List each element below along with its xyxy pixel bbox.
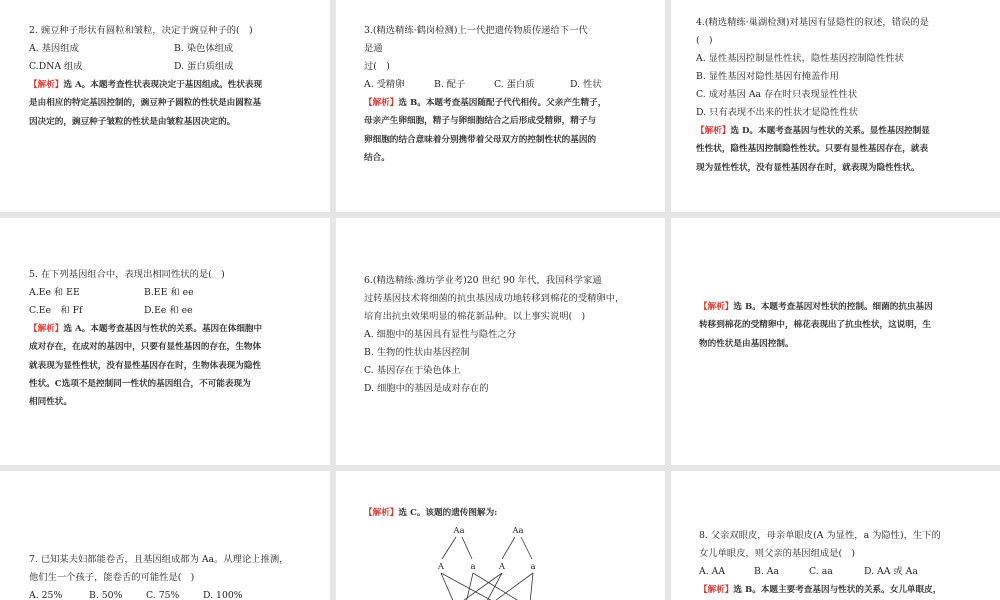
question-text: 2. 豌豆种子形状有圆粒和皱粒，决定于豌豆种子的( ) bbox=[29, 25, 253, 36]
question-text: 6.(精选精练·潍坊学业考)20 世纪 90 年代，我国科学家通 bbox=[364, 275, 602, 286]
option-c: C.Ee 和 Ff bbox=[29, 305, 83, 316]
question-text: 4.(精选精练·巢湖检测)对基因有显隐性的叙述，错误的是 bbox=[696, 17, 929, 28]
question-card-3: 3.(精选精练·鹤岗检测)上一代把遗传物质传递给下一代 是通 过( ) A. 受精卵 B. 配子 C. 蛋白质 D. 性状 【解析】选 B。本题考查基因随配子代代相传。父亲产生精子， 母亲产生卵细胞，精子与卵细胞结合之后形成受精卵，精子与 卵细胞的结合意味着分别携带着父母双方的控制性状的基因的 结合。 bbox=[336, 0, 665, 212]
question-card-6: 6.(精选精练·潍坊学业考)20 世纪 90 年代，我国科学家通 过转基因技术将细菌的抗虫基因成功地转移到棉花的受精卵中， 培育出抗虫效果明显的棉花新品种。以上事实说明( ) A. 细胞中的基因具有显性与隐性之分 B. 生物的性状由基因控制 C. 基因存在于染色体上 D. 细胞中的基因是成对存在的 bbox=[336, 218, 665, 465]
option-d: D.Ee 和 ee bbox=[144, 305, 193, 316]
analysis-tag: 【解析】 bbox=[364, 508, 399, 518]
analysis-tag: 【解析】 bbox=[29, 324, 64, 334]
option-c: C. aa bbox=[809, 566, 833, 577]
option-b: B.EE 和 ee bbox=[144, 287, 194, 298]
option-c: C. 成对基因 Aa 存在时只表现显性性状 bbox=[696, 89, 858, 100]
option-d: D. AA 或 Aa bbox=[864, 566, 918, 577]
parent-genotype: Aa bbox=[512, 526, 524, 536]
analysis: 【解析】选 A。本题考查基因与性状的关系。基因在体细胞中 成对存在，在成对的基因中，只要有显性基因的存在，生物体 就表现为显性性状，没有显性基因存在时，生物体表现为隐性 性状。C选项不是控制同一性状的基因组合，不可能表现为 相同性状。 bbox=[29, 324, 263, 408]
option-b: B. 染色体组成 bbox=[174, 43, 234, 54]
gamete: A bbox=[437, 562, 445, 572]
option-a: A. 显性基因控制显性性状，隐性基因控制隐性性状 bbox=[696, 53, 904, 64]
option-b: B. 显性基因对隐性基因有掩盖作用 bbox=[696, 71, 839, 82]
gamete: a bbox=[470, 562, 476, 572]
answer-card-7 bbox=[336, 471, 665, 600]
option-a: A. 基因组成 bbox=[29, 43, 79, 54]
parent-genotype: Aa bbox=[453, 526, 465, 536]
option-d: D. 100% bbox=[203, 590, 243, 600]
analysis-tag: 【解析】 bbox=[699, 302, 734, 312]
option-a: A. 受精卵 bbox=[364, 79, 405, 90]
option-a: A. 25% bbox=[29, 590, 63, 600]
option-d: D. 细胞中的基因是成对存在的 bbox=[364, 383, 489, 394]
analysis-tag: 【解析】 bbox=[696, 126, 731, 136]
genetic-cross-diagram bbox=[426, 523, 626, 600]
analysis: 【解析】选 D。本题考查基因与性状的关系。显性基因控制显 性性状，隐性基因控制隐性性状。只要有显性基因存在，就表 现为显性性状，没有显性基因存在时，就表现为隐性性状。 bbox=[696, 126, 930, 173]
question-text: 7. 已知某夫妇都能卷舌，且基因组成都为 Aa。从理论上推测， bbox=[29, 554, 289, 565]
option-b: B. 50% bbox=[89, 590, 123, 600]
options-row bbox=[29, 587, 330, 600]
question-card-2 bbox=[0, 0, 330, 212]
options-row bbox=[29, 58, 330, 76]
analysis-tag: 【解析】 bbox=[364, 98, 399, 108]
analysis: 【解析】选 B。本题考查基因随配子代代相传。父亲产生精子， 母亲产生卵细胞，精子与卵细胞结合之后形成受精卵，精子与 卵细胞的结合意味着分别携带着父母双方的控制性状的基因的 结合。 bbox=[364, 98, 607, 163]
option-c: C.DNA 组成 bbox=[29, 61, 83, 72]
option-c: C. 75% bbox=[146, 590, 180, 600]
analysis: 【解析】选 C。该题的遗传图解为: bbox=[364, 508, 498, 518]
option-a: A. AA bbox=[699, 566, 726, 577]
gamete: a bbox=[530, 562, 536, 572]
option-b: B. 配子 bbox=[434, 79, 466, 90]
option-c: C. 基因存在于染色体上 bbox=[364, 365, 461, 376]
options-row bbox=[699, 563, 1000, 581]
answer-card-6 bbox=[671, 218, 1000, 465]
analysis-tag: 【解析】 bbox=[29, 80, 64, 90]
option-c: C. 蛋白质 bbox=[494, 79, 535, 90]
question-card-4: 4.(精选精练·巢湖检测)对基因有显隐性的叙述，错误的是 ( ) A. 显性基因控制显性性状，隐性基因控制隐性性状 B. 显性基因对隐性基因有掩盖作用 C. 成对基因 Aa 存在时只表现显性性状 D. 只有表现不出来的性状才是隐性性状 【解析】选 D。本题考查基因与性状的关系。显性基因控制显 性性状，隐性基因控制隐性性状。只要有显性基因存在，就表 现为显性性状，没有显性基因存在时，就表现为隐性性状。 bbox=[671, 0, 1000, 212]
question-card-8: 8. 父亲双眼皮，母亲单眼皮(A 为显性，a 为隐性)，生下的 女儿单眼皮，则父亲的基因组成是( ) A. AA B. Aa C. aa D. AA 或 Aa 【解析】选 B。本题主要考查基因与性状的关系。女儿单眼皮， bbox=[671, 471, 1000, 600]
question-card-7: 7. 已知某夫妇都能卷舌，且基因组成都为 Aa。从理论上推测， 他们生一个孩子，能卷舌的可能性是( ) A. 25% B. 50% C. 75% D. 100% bbox=[0, 471, 330, 600]
analysis: 【解析】选 A。本题考查性状表现决定于基因组成。性状表现 是由相应的特定基因控制的，豌豆种子圆粒的性状是由圆粒基 因决定的，豌豆种子皱粒的性状是由皱粒基因决定的。 bbox=[29, 80, 263, 127]
options-row bbox=[29, 284, 330, 302]
question-text: 8. 父亲双眼皮，母亲单眼皮(A 为显性，a 为隐性)，生下的 bbox=[699, 530, 941, 541]
option-a: A.Ee 和 EE bbox=[29, 287, 80, 298]
option-d: D. 只有表现不出来的性状才是隐性性状 bbox=[696, 107, 858, 118]
option-b: B. 生物的性状由基因控制 bbox=[364, 347, 470, 358]
analysis-tag: 【解析】 bbox=[699, 585, 734, 595]
gamete: A bbox=[498, 562, 506, 572]
options-row bbox=[364, 76, 665, 94]
question-card-5 bbox=[0, 218, 330, 465]
analysis: 【解析】选 B。本题主要考查基因与性状的关系。女儿单眼皮， bbox=[699, 585, 942, 595]
option-d: D. 蛋白质组成 bbox=[174, 61, 234, 72]
option-d: D. 性状 bbox=[570, 79, 602, 90]
question-text: 3.(精选精练·鹤岗检测)上一代把遗传物质传递给下一代 bbox=[364, 25, 588, 36]
question-text: 5. 在下列基因组合中，表现出相同性状的是( ) bbox=[29, 269, 225, 280]
options-row bbox=[29, 40, 330, 58]
options-row bbox=[29, 302, 330, 320]
option-a: A. 细胞中的基因具有显性与隐性之分 bbox=[364, 329, 517, 340]
analysis: 【解析】选 B。本题考查基因对性状的控制。细菌的抗虫基因 转移到棉花的受精卵中，棉花表现出了抗虫性状，这说明，生 物的性状是由基因控制。 bbox=[699, 302, 933, 349]
option-b: B. Aa bbox=[754, 566, 779, 577]
